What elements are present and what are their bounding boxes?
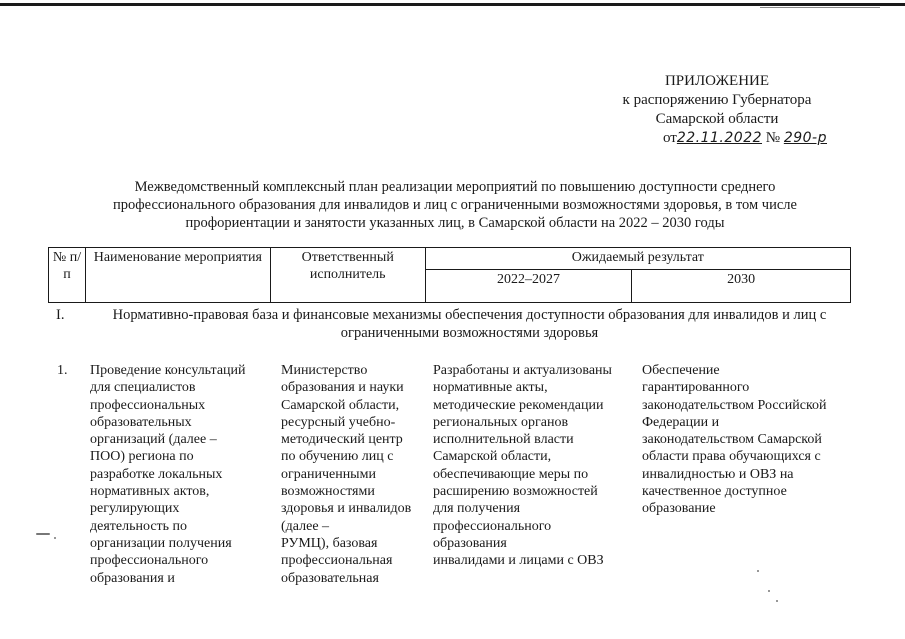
scan-speck: [768, 590, 770, 592]
scan-top-border: [0, 3, 905, 6]
text-line: регулирующих: [90, 501, 180, 517]
row-number: 1.: [57, 363, 68, 378]
text-line: инвалидностью и ОВЗ на: [642, 466, 794, 482]
text-line: Министерство: [281, 363, 368, 378]
appendix-line2: Самарской области: [655, 111, 779, 127]
text-line: РУМЦ), базовая: [281, 535, 378, 551]
text-line: Федерации и: [642, 414, 720, 430]
text-line: профессионального: [433, 518, 552, 534]
text-line: расширению возможностей: [433, 484, 598, 500]
text-line: инвалидами и лицами с ОВЗ: [433, 553, 604, 569]
text-line: методический центр: [281, 432, 403, 448]
row-name: [90, 362, 280, 587]
text-line: Разработаны и актуализованы: [433, 363, 612, 378]
appendix-date-number: [607, 129, 827, 148]
row-executor: [281, 362, 431, 587]
text-line: ПОО) региона по: [90, 449, 194, 465]
text-line: гарантированного: [642, 380, 750, 396]
plan-table-header: [48, 247, 851, 303]
title-line1: Межведомственный комплексный план реализации мероприятий по повышению доступности среднего: [134, 179, 776, 195]
text-line: (далее –: [281, 518, 330, 534]
text-line: по обучению лиц с: [281, 449, 394, 465]
header-num: № п/п: [49, 248, 86, 303]
text-line: здоровья и инвалидов: [281, 501, 412, 517]
title-line2: профессионального образования для инвалидов и лиц с ограниченными возможностями здоровья, в том числе: [113, 197, 797, 213]
text-line: организации получения: [90, 535, 232, 551]
text-line: для получения: [433, 501, 521, 517]
text-line: исполнительной власти: [433, 432, 574, 448]
text-line: деятельность по: [90, 518, 188, 534]
scan-speck: [776, 600, 778, 602]
header-name: Наименование мероприятия: [85, 248, 270, 303]
text-line: нормативных актов,: [90, 484, 210, 500]
text-line: образовательная: [281, 570, 379, 586]
document-title: [60, 178, 850, 232]
appendix-line1: к распоряжению Губернатора: [622, 92, 812, 108]
section-number: I.: [56, 307, 65, 323]
scan-top-mark: [760, 7, 880, 8]
header-period1: 2022–2027: [425, 270, 632, 303]
text-line: законодательством Российской: [642, 397, 827, 413]
text-line: образования и: [90, 570, 175, 586]
text-line: Обеспечение: [642, 363, 720, 378]
appendix-title: ПРИЛОЖЕНИЕ: [664, 73, 770, 89]
text-line: профессиональная: [281, 553, 393, 569]
scan-speck: [757, 570, 759, 572]
text-line: Самарской области,: [281, 397, 400, 413]
header-expected: Ожидаемый результат: [425, 248, 850, 270]
row-result-2030: [642, 362, 852, 518]
text-line: нормативные акты,: [433, 380, 548, 396]
text-line: области права обучающихся с: [642, 449, 821, 465]
text-line: разработке локальных: [90, 466, 223, 482]
text-line: ресурсный учебно-: [281, 414, 396, 430]
text-line: ограниченными: [281, 466, 376, 482]
number-prefix: №: [765, 130, 781, 146]
text-line: качественное доступное: [642, 484, 787, 500]
header-executor: Ответственный исполнитель: [270, 248, 425, 303]
row-result-2027: [433, 362, 633, 570]
text-line: методические рекомендации: [433, 397, 604, 413]
header-period2: 2030: [632, 270, 851, 303]
text-line: профессионального: [90, 553, 209, 569]
text-line: возможностями: [281, 484, 375, 500]
text-line: обеспечивающие меры по: [433, 466, 589, 482]
text-line: образовательных: [90, 414, 192, 430]
date-prefix: от: [662, 130, 677, 146]
handwritten-date: 22.11.2022: [676, 130, 763, 146]
text-line: образования: [433, 535, 507, 551]
scan-speck: [36, 533, 50, 535]
text-line: образование: [642, 501, 716, 517]
text-line: Проведение консультаций: [90, 363, 246, 378]
text-line: региональных органов: [433, 414, 569, 430]
text-line: Самарской области,: [433, 449, 552, 465]
text-line: профессиональных: [90, 397, 206, 413]
appendix-block: [607, 72, 827, 148]
text-line: для специалистов: [90, 380, 196, 396]
text-line: организаций (далее –: [90, 432, 217, 448]
scan-speck: [54, 537, 56, 539]
text-line: образования и науки: [281, 380, 404, 396]
section-title: Нормативно-правовая база и финансовые механизмы обеспечения доступности образования для инвалидов и лиц с ограниченными возможностями здоровья: [112, 307, 827, 341]
text-line: законодательством Самарской: [642, 432, 822, 448]
title-line3: профориентации и занятости указанных лиц, в Самарской области на 2022 – 2030 годы: [185, 215, 725, 231]
section-heading: [48, 306, 851, 342]
handwritten-number: 290-р: [783, 130, 827, 146]
